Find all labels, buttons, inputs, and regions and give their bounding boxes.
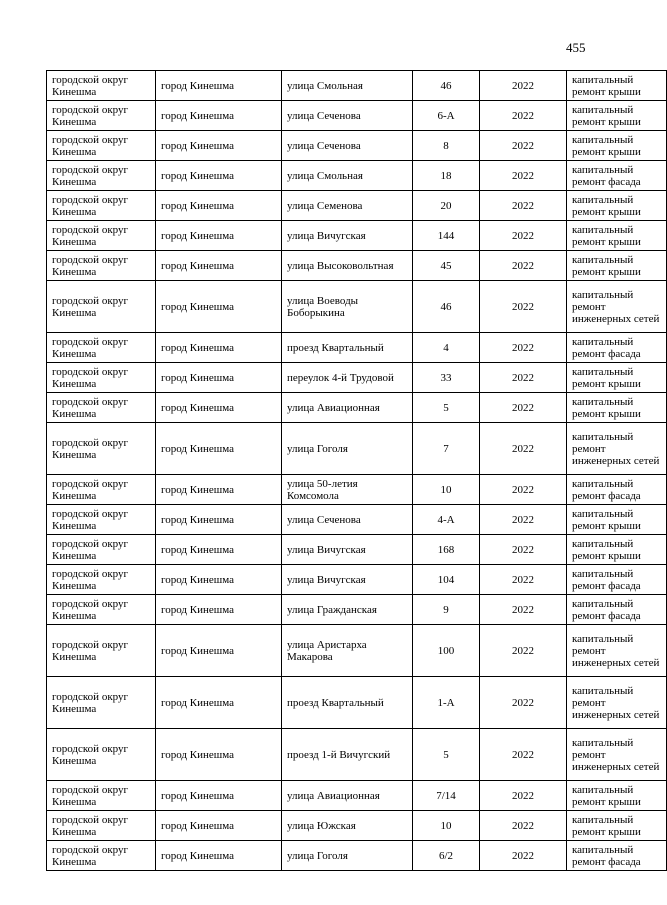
cell-okrug: городской округ Кинешма xyxy=(47,101,156,131)
cell-year: 2022 xyxy=(480,781,567,811)
cell-street: переулок 4-й Трудовой xyxy=(282,363,413,393)
cell-work-type: капитальный ремонт фасада xyxy=(567,333,667,363)
cell-street: улица Смольная xyxy=(282,71,413,101)
cell-house-number: 7 xyxy=(413,423,480,475)
cell-okrug: городской округ Кинешма xyxy=(47,251,156,281)
cell-year: 2022 xyxy=(480,281,567,333)
cell-house-number: 33 xyxy=(413,363,480,393)
cell-city: город Кинешма xyxy=(156,281,282,333)
table-row xyxy=(47,475,667,505)
cell-house-number: 7/14 xyxy=(413,781,480,811)
cell-okrug: городской округ Кинешма xyxy=(47,131,156,161)
cell-work-type: капитальный ремонт крыши xyxy=(567,781,667,811)
cell-year: 2022 xyxy=(480,841,567,871)
registry-body xyxy=(47,71,667,871)
cell-work-type: капитальный ремонт крыши xyxy=(567,535,667,565)
cell-year: 2022 xyxy=(480,101,567,131)
cell-house-number: 4-А xyxy=(413,505,480,535)
table-row xyxy=(47,333,667,363)
cell-okrug: городской округ Кинешма xyxy=(47,505,156,535)
cell-okrug: городской округ Кинешма xyxy=(47,729,156,781)
cell-house-number: 100 xyxy=(413,625,480,677)
cell-street: улица Авиационная xyxy=(282,781,413,811)
cell-house-number: 20 xyxy=(413,191,480,221)
cell-house-number: 8 xyxy=(413,131,480,161)
cell-city: город Кинешма xyxy=(156,101,282,131)
cell-city: город Кинешма xyxy=(156,71,282,101)
table-row xyxy=(47,191,667,221)
cell-city: город Кинешма xyxy=(156,565,282,595)
cell-year: 2022 xyxy=(480,363,567,393)
cell-work-type: капитальный ремонт крыши xyxy=(567,811,667,841)
cell-city: город Кинешма xyxy=(156,423,282,475)
cell-city: город Кинешма xyxy=(156,363,282,393)
cell-year: 2022 xyxy=(480,161,567,191)
cell-work-type: капитальный ремонт инженерных сетей xyxy=(567,625,667,677)
table-row xyxy=(47,811,667,841)
cell-year: 2022 xyxy=(480,565,567,595)
cell-house-number: 104 xyxy=(413,565,480,595)
cell-work-type: капитальный ремонт инженерных сетей xyxy=(567,729,667,781)
cell-year: 2022 xyxy=(480,475,567,505)
cell-city: город Кинешма xyxy=(156,161,282,191)
table-row xyxy=(47,101,667,131)
cell-street: улица Вичугская xyxy=(282,535,413,565)
cell-work-type: капитальный ремонт фасада xyxy=(567,161,667,191)
cell-city: город Кинешма xyxy=(156,729,282,781)
cell-street: улица Сеченова xyxy=(282,101,413,131)
cell-work-type: капитальный ремонт крыши xyxy=(567,71,667,101)
cell-house-number: 168 xyxy=(413,535,480,565)
cell-house-number: 144 xyxy=(413,221,480,251)
table-row xyxy=(47,781,667,811)
cell-city: город Кинешма xyxy=(156,677,282,729)
cell-city: город Кинешма xyxy=(156,625,282,677)
cell-work-type: капитальный ремонт крыши xyxy=(567,393,667,423)
cell-house-number: 46 xyxy=(413,71,480,101)
cell-city: город Кинешма xyxy=(156,251,282,281)
table-row xyxy=(47,423,667,475)
cell-street: улица Гражданская xyxy=(282,595,413,625)
cell-street: улица Высоковольтная xyxy=(282,251,413,281)
cell-street: улица Гоголя xyxy=(282,841,413,871)
table-row xyxy=(47,729,667,781)
cell-house-number: 9 xyxy=(413,595,480,625)
cell-year: 2022 xyxy=(480,393,567,423)
cell-work-type: капитальный ремонт фасада xyxy=(567,475,667,505)
cell-year: 2022 xyxy=(480,333,567,363)
cell-house-number: 6-А xyxy=(413,101,480,131)
cell-street: улица Южская xyxy=(282,811,413,841)
cell-street: улица Воеводы Боборыкина xyxy=(282,281,413,333)
table-row xyxy=(47,161,667,191)
cell-street: улица Семенова xyxy=(282,191,413,221)
cell-street: улица Вичугская xyxy=(282,565,413,595)
table-row xyxy=(47,565,667,595)
cell-street: проезд Квартальный xyxy=(282,677,413,729)
cell-city: город Кинешма xyxy=(156,191,282,221)
cell-house-number: 10 xyxy=(413,811,480,841)
table-row xyxy=(47,281,667,333)
page-number: 455 xyxy=(566,40,586,55)
cell-house-number: 46 xyxy=(413,281,480,333)
cell-city: город Кинешма xyxy=(156,131,282,161)
table-row xyxy=(47,677,667,729)
cell-work-type: капитальный ремонт крыши xyxy=(567,221,667,251)
cell-okrug: городской округ Кинешма xyxy=(47,71,156,101)
cell-year: 2022 xyxy=(480,535,567,565)
cell-okrug: городской округ Кинешма xyxy=(47,841,156,871)
repair-registry-table xyxy=(46,70,667,871)
cell-okrug: городской округ Кинешма xyxy=(47,363,156,393)
cell-work-type: капитальный ремонт крыши xyxy=(567,505,667,535)
cell-city: город Кинешма xyxy=(156,595,282,625)
cell-year: 2022 xyxy=(480,221,567,251)
cell-house-number: 10 xyxy=(413,475,480,505)
table-row xyxy=(47,221,667,251)
cell-year: 2022 xyxy=(480,191,567,221)
table-row xyxy=(47,363,667,393)
cell-city: город Кинешма xyxy=(156,505,282,535)
table-row xyxy=(47,595,667,625)
cell-street: проезд 1-й Вичугский xyxy=(282,729,413,781)
cell-street: улица Аристарха Макарова xyxy=(282,625,413,677)
cell-work-type: капитальный ремонт крыши xyxy=(567,191,667,221)
cell-house-number: 45 xyxy=(413,251,480,281)
cell-city: город Кинешма xyxy=(156,221,282,251)
cell-year: 2022 xyxy=(480,251,567,281)
cell-work-type: капитальный ремонт крыши xyxy=(567,131,667,161)
cell-okrug: городской округ Кинешма xyxy=(47,565,156,595)
cell-okrug: городской округ Кинешма xyxy=(47,595,156,625)
cell-city: город Кинешма xyxy=(156,781,282,811)
cell-okrug: городской округ Кинешма xyxy=(47,677,156,729)
table-row xyxy=(47,251,667,281)
cell-city: город Кинешма xyxy=(156,841,282,871)
cell-house-number: 4 xyxy=(413,333,480,363)
cell-street: улица 50-летия Комсомола xyxy=(282,475,413,505)
table-row xyxy=(47,505,667,535)
table-row xyxy=(47,131,667,161)
cell-work-type: капитальный ремонт крыши xyxy=(567,363,667,393)
cell-okrug: городской округ Кинешма xyxy=(47,221,156,251)
cell-work-type: капитальный ремонт фасада xyxy=(567,841,667,871)
cell-okrug: городской округ Кинешма xyxy=(47,191,156,221)
cell-street: улица Вичугская xyxy=(282,221,413,251)
cell-year: 2022 xyxy=(480,811,567,841)
cell-street: улица Авиационная xyxy=(282,393,413,423)
cell-year: 2022 xyxy=(480,677,567,729)
cell-city: город Кинешма xyxy=(156,393,282,423)
cell-house-number: 18 xyxy=(413,161,480,191)
cell-street: улица Сеченова xyxy=(282,131,413,161)
cell-city: город Кинешма xyxy=(156,535,282,565)
cell-city: город Кинешма xyxy=(156,811,282,841)
cell-street: проезд Квартальный xyxy=(282,333,413,363)
cell-year: 2022 xyxy=(480,729,567,781)
table-row xyxy=(47,393,667,423)
table-row xyxy=(47,841,667,871)
cell-year: 2022 xyxy=(480,131,567,161)
cell-work-type: капитальный ремонт инженерных сетей xyxy=(567,677,667,729)
cell-year: 2022 xyxy=(480,71,567,101)
cell-okrug: городской округ Кинешма xyxy=(47,393,156,423)
cell-okrug: городской округ Кинешма xyxy=(47,811,156,841)
cell-work-type: капитальный ремонт крыши xyxy=(567,101,667,131)
cell-street: улица Гоголя xyxy=(282,423,413,475)
cell-okrug: городской округ Кинешма xyxy=(47,281,156,333)
table-row xyxy=(47,71,667,101)
cell-house-number: 6/2 xyxy=(413,841,480,871)
cell-street: улица Сеченова xyxy=(282,505,413,535)
cell-city: город Кинешма xyxy=(156,333,282,363)
cell-street: улица Смольная xyxy=(282,161,413,191)
cell-house-number: 5 xyxy=(413,729,480,781)
cell-work-type: капитальный ремонт фасада xyxy=(567,565,667,595)
cell-okrug: городской округ Кинешма xyxy=(47,535,156,565)
cell-year: 2022 xyxy=(480,505,567,535)
cell-work-type: капитальный ремонт инженерных сетей xyxy=(567,281,667,333)
cell-okrug: городской округ Кинешма xyxy=(47,781,156,811)
cell-year: 2022 xyxy=(480,595,567,625)
cell-year: 2022 xyxy=(480,625,567,677)
cell-house-number: 1-А xyxy=(413,677,480,729)
table-row xyxy=(47,625,667,677)
cell-work-type: капитальный ремонт крыши xyxy=(567,251,667,281)
cell-okrug: городской округ Кинешма xyxy=(47,423,156,475)
cell-okrug: городской округ Кинешма xyxy=(47,333,156,363)
cell-work-type: капитальный ремонт фасада xyxy=(567,595,667,625)
cell-okrug: городской округ Кинешма xyxy=(47,625,156,677)
cell-city: город Кинешма xyxy=(156,475,282,505)
cell-okrug: городской округ Кинешма xyxy=(47,475,156,505)
table-row xyxy=(47,535,667,565)
cell-work-type: капитальный ремонт инженерных сетей xyxy=(567,423,667,475)
cell-year: 2022 xyxy=(480,423,567,475)
cell-okrug: городской округ Кинешма xyxy=(47,161,156,191)
cell-house-number: 5 xyxy=(413,393,480,423)
